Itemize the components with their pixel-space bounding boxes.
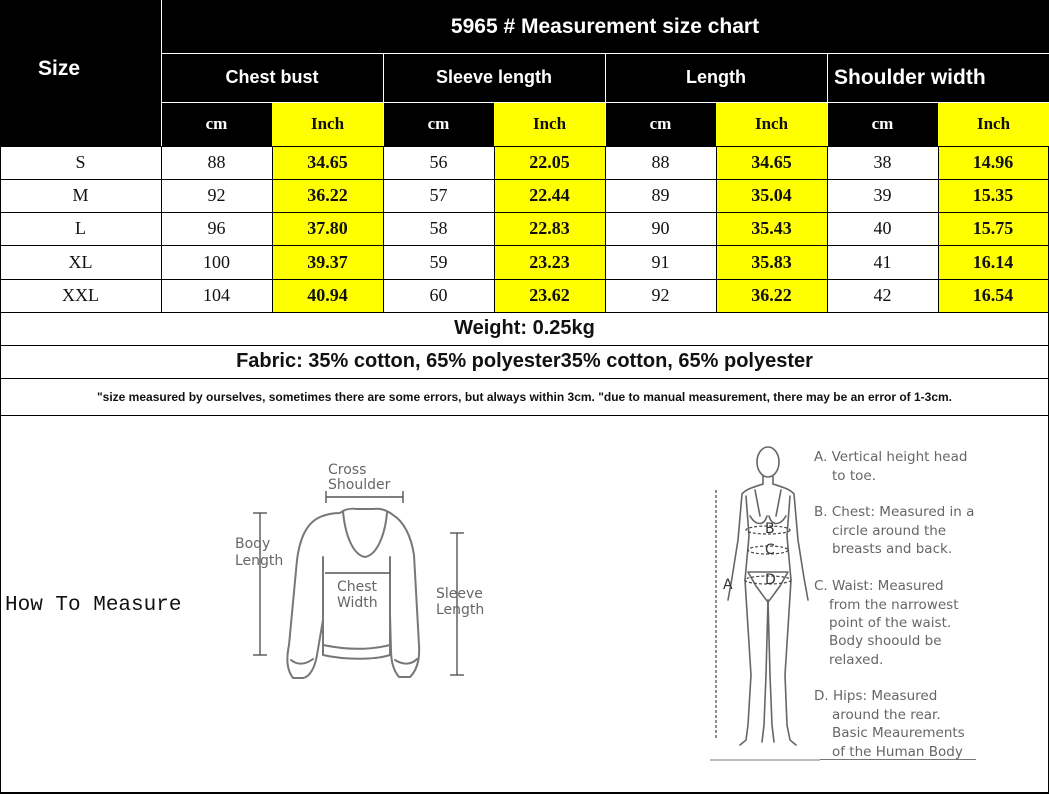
note-d-line-2: around the rear. — [832, 707, 941, 723]
unit-inch-label: Inch — [754, 114, 789, 133]
inch-value-cell: 34.65 — [272, 146, 383, 179]
unit-cm-3 — [605, 102, 716, 146]
col-header-chest-label: Chest bust — [225, 67, 319, 87]
body-letter-b: B — [765, 521, 775, 537]
body-letter-d: D — [765, 572, 776, 588]
size-cell: XL — [68, 251, 93, 272]
note-b-line-3: breasts and back. — [832, 541, 953, 557]
cm-value-cell: 40 — [873, 218, 892, 238]
unit-inch-4 — [938, 102, 1049, 146]
cm-value-cell: 59 — [429, 251, 448, 272]
unit-inch-2 — [494, 102, 605, 146]
note-c-line-3: point of the waist. — [829, 615, 952, 631]
note-a-line-2: to toe. — [832, 468, 876, 484]
unit-cm-1 — [161, 102, 272, 146]
cm-value-cell: 88 — [651, 152, 670, 172]
size-cell: S — [75, 152, 86, 172]
col-header-chest — [161, 53, 383, 102]
note-d-line-1: D. Hips: Measured — [814, 688, 938, 704]
cm-value-cell: 89 — [651, 185, 670, 205]
cm-value-cell: 88 — [207, 152, 226, 172]
col-header-length — [605, 53, 827, 102]
chart-title — [161, 0, 1049, 53]
unit-inch-3 — [716, 102, 827, 146]
size-cell: M — [72, 185, 89, 205]
unit-cm-label: cm — [427, 114, 450, 133]
note-d-line-4: of the Human Body — [832, 744, 963, 760]
note-d-line-3: Basic Meaurements — [832, 725, 965, 741]
size-header-label: Size — [38, 57, 81, 80]
cm-value-cell: 41 — [873, 251, 892, 272]
size-cell: XXL — [62, 285, 99, 305]
inch-value-cell: 36.22 — [272, 179, 383, 212]
inch-value-cell: 14.96 — [938, 146, 1048, 179]
col-header-shoulder-label: Shoulder width — [834, 65, 986, 89]
body-length-label-2: Length — [235, 553, 284, 569]
cm-value-cell: 42 — [873, 285, 892, 305]
cm-value-cell: 90 — [651, 218, 670, 238]
body-diagram — [710, 440, 820, 765]
fabric-text: Fabric: 35% cotton, 65% polyester35% cotton, 65% polyester — [236, 350, 813, 372]
inch-value-cell: 22.44 — [494, 179, 605, 212]
inch-value-cell: 40.94 — [272, 279, 383, 312]
sweater-diagram — [225, 455, 495, 690]
how-to-measure-label — [5, 594, 181, 617]
how-to-measure-text: How To Measure — [5, 594, 182, 617]
sleeve-length-label-1: Sleeve — [436, 586, 483, 602]
unit-inch-label: Inch — [310, 114, 345, 133]
note-c-line-2: from the narrowest — [829, 597, 959, 613]
inch-value-cell: 39.37 — [272, 245, 383, 279]
note-c-line-5: relaxed. — [829, 652, 884, 668]
cm-value-cell: 91 — [651, 251, 670, 272]
unit-cm-4 — [827, 102, 938, 146]
inch-value-cell: 34.65 — [716, 146, 827, 179]
cm-value-cell: 92 — [207, 185, 226, 205]
inch-value-cell: 15.35 — [938, 179, 1048, 212]
inch-value-cell: 23.62 — [494, 279, 605, 312]
note-b-line-2: circle around the — [832, 523, 947, 539]
cm-value-cell: 104 — [203, 285, 230, 305]
unit-inch-1 — [272, 102, 383, 146]
note-a-line-1: A. Vertical height head — [814, 449, 968, 465]
size-header — [0, 0, 161, 146]
weight-text: Weight: 0.25kg — [454, 317, 595, 339]
cm-value-cell: 60 — [429, 285, 448, 305]
inch-value-cell: 36.22 — [716, 279, 827, 312]
col-header-sleeve-label: Sleeve length — [435, 67, 553, 87]
chest-width-label-2: Width — [337, 595, 378, 611]
cm-value-cell: 96 — [207, 218, 226, 238]
body-length-label-1: Body — [235, 536, 271, 552]
note-b-line-1: B. Chest: Measured in a — [814, 504, 975, 520]
inch-value-cell: 16.54 — [938, 279, 1048, 312]
body-letter-c: C — [765, 542, 775, 558]
inch-value-cell: 22.05 — [494, 146, 605, 179]
body-letter-a: A — [723, 577, 733, 593]
inch-value-cell: 35.83 — [716, 245, 827, 279]
weight-row — [0, 312, 1049, 345]
cm-value-cell: 100 — [203, 251, 230, 272]
col-header-sleeve — [383, 53, 605, 102]
body-notes — [812, 445, 982, 765]
note-row — [0, 378, 1049, 415]
fabric-row — [0, 345, 1049, 378]
cross-shoulder-label-1: Cross — [328, 462, 367, 478]
cm-value-cell: 56 — [429, 152, 448, 172]
cm-value-cell: 38 — [873, 152, 892, 172]
inch-value-cell: 35.43 — [716, 212, 827, 245]
cm-value-cell: 58 — [429, 218, 448, 238]
unit-cm-label: cm — [871, 114, 894, 133]
chest-width-label-1: Chest — [337, 579, 378, 595]
note-c-line-1: C. Waist: Measured — [814, 578, 944, 594]
col-header-length-label: Length — [686, 67, 746, 87]
inch-value-cell: 15.75 — [938, 212, 1048, 245]
inch-value-cell: 35.04 — [716, 179, 827, 212]
unit-inch-label: Inch — [532, 114, 567, 133]
sleeve-length-label-2: Length — [436, 602, 485, 618]
inch-value-cell: 37.80 — [272, 212, 383, 245]
cm-value-cell: 39 — [873, 185, 892, 205]
inch-value-cell: 16.14 — [938, 245, 1048, 279]
cm-value-cell: 92 — [651, 285, 670, 305]
unit-cm-label: cm — [649, 114, 672, 133]
unit-inch-label: Inch — [976, 114, 1011, 133]
col-header-shoulder — [827, 53, 1049, 102]
size-cell: L — [75, 218, 86, 238]
unit-cm-label: cm — [205, 114, 228, 133]
cm-value-cell: 57 — [429, 185, 448, 205]
chart-title-text: 5965 # Measurement size chart — [450, 14, 760, 38]
inch-value-cell: 22.83 — [494, 212, 605, 245]
inch-value-cell: 23.23 — [494, 245, 605, 279]
note-c-line-4: Body shoould be — [829, 633, 942, 649]
unit-cm-2 — [383, 102, 494, 146]
note-text: "size measured by ourselves, sometimes there are some errors, but always within 3cm. "due to manual measurement, there may be an error of 1-3cm. — [96, 389, 953, 404]
cross-shoulder-label-2: Shoulder — [328, 477, 391, 493]
